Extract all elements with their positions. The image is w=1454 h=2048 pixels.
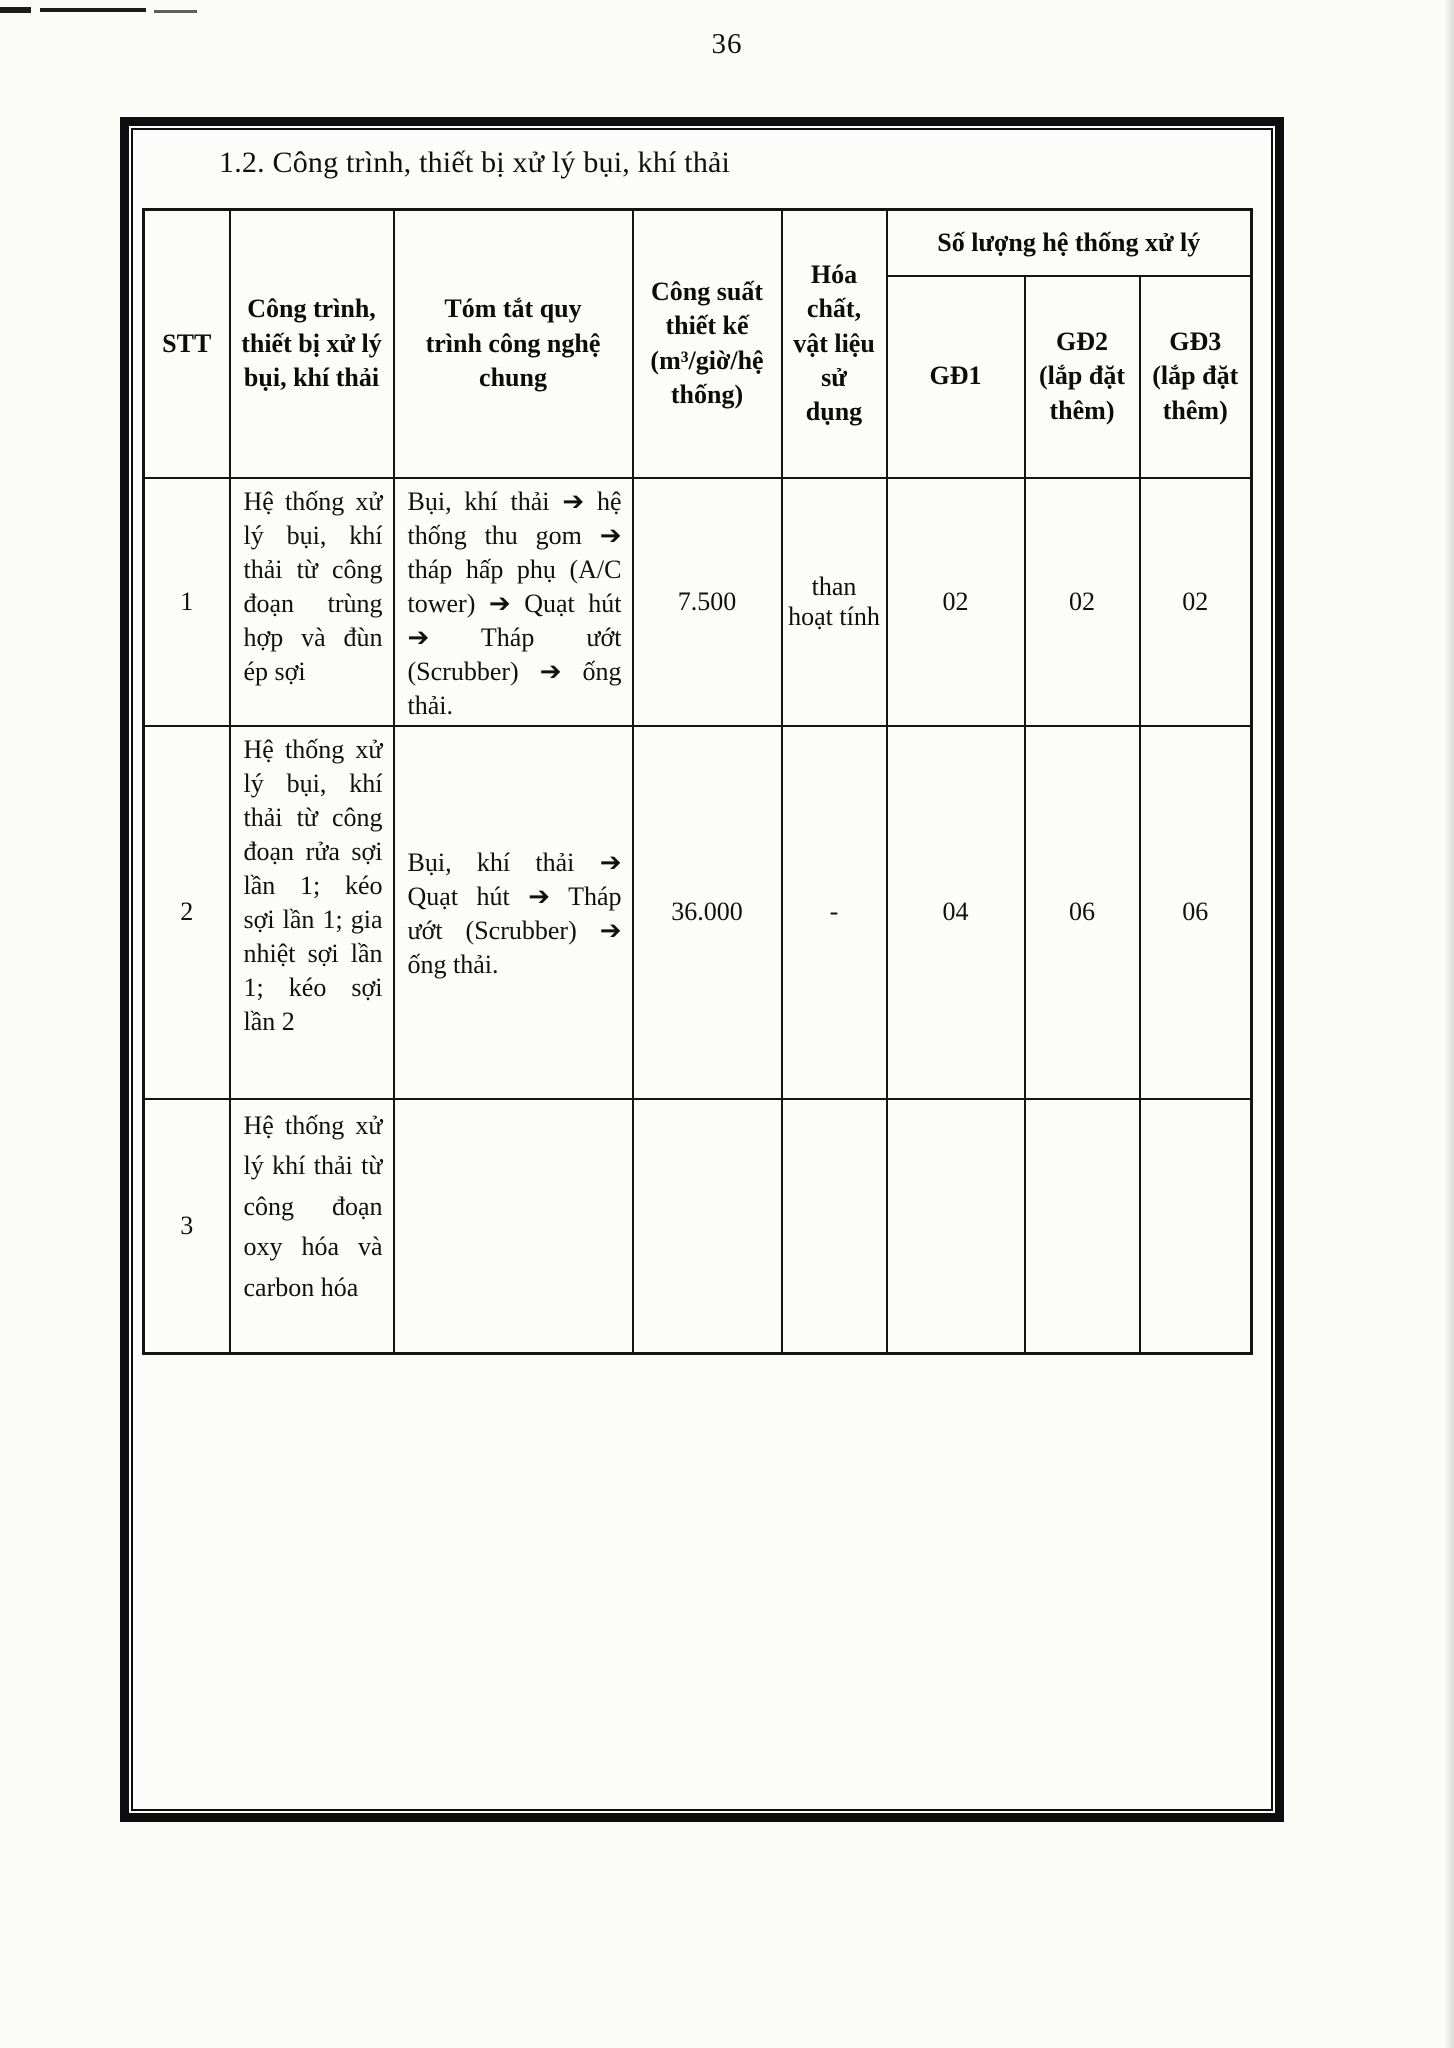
- header-cell-gd2: GĐ2 (lắp đặt thêm): [1025, 276, 1140, 478]
- scan-artifact-dash: [40, 8, 146, 12]
- cell-gd2: 06: [1025, 726, 1140, 1099]
- cell-facility: Hệ thống xử lý bụi, khí thải từ công đoạn rửa sợi lần 1; kéo sợi lần 1; gia nhiệt sợi lần 1; kéo sợi lần 2: [230, 726, 394, 1099]
- header-cell-gd1: GĐ1: [887, 276, 1025, 478]
- cell-gd1: [887, 1099, 1025, 1354]
- section-title: 1.2. Công trình, thiết bị xử lý bụi, khí thải: [219, 146, 731, 179]
- scan-artifact-dash: [0, 7, 31, 13]
- cell-capacity: 36.000: [633, 726, 782, 1099]
- cell-stt: 1: [144, 478, 230, 726]
- cell-facility: Hệ thống xử lý khí thải từ công đoạn oxy hóa và carbon hóa: [230, 1099, 394, 1354]
- cell-gd1: 04: [887, 726, 1025, 1099]
- treatment-systems-table: [142, 208, 1253, 1355]
- document-border-frame: [120, 117, 1284, 1822]
- table-row: [144, 726, 1252, 1099]
- cell-stt: 3: [144, 1099, 230, 1354]
- cell-process: Bụi, khí thải ➔ Quạt hút ➔ Tháp ướt (Scrubber) ➔ ống thải.: [394, 726, 633, 1099]
- header-row-top: [144, 210, 1252, 276]
- header-cell-capacity: Công suất thiết kế (m³/giờ/hệ thống): [633, 210, 782, 478]
- header-cell-process: Tóm tắt quy trình công nghệ chung: [394, 210, 633, 478]
- cell-capacity: [633, 1099, 782, 1354]
- header-cell-gd3: GĐ3 (lắp đặt thêm): [1140, 276, 1252, 478]
- header-cell-quantity-group: Số lượng hệ thống xử lý: [887, 210, 1252, 276]
- scan-artifact-dash: [154, 10, 197, 13]
- cell-gd3: 06: [1140, 726, 1252, 1099]
- header-cell-chemical: Hóa chất, vật liệu sử dụng: [782, 210, 887, 478]
- cell-chemical: than hoạt tính: [782, 478, 887, 726]
- cell-chemical: -: [782, 726, 887, 1099]
- header-cell-facility: Công trình, thiết bị xử lý bụi, khí thải: [230, 210, 394, 478]
- cell-stt: 2: [144, 726, 230, 1099]
- cell-gd2: [1025, 1099, 1140, 1354]
- cell-gd1: 02: [887, 478, 1025, 726]
- cell-process: [394, 1099, 633, 1354]
- cell-gd2: 02: [1025, 478, 1140, 726]
- scan-edge-shadow: [1444, 0, 1454, 2048]
- cell-process: Bụi, khí thải ➔ hệ thống thu gom ➔ tháp hấp phụ (A/C tower) ➔ Quạt hút ➔ Tháp ướt (Scrubber) ➔ ống thải.: [394, 478, 633, 726]
- table-row: [144, 1099, 1252, 1354]
- header-cell-stt: STT: [144, 210, 230, 478]
- cell-gd3: [1140, 1099, 1252, 1354]
- cell-facility: Hệ thống xử lý bụi, khí thải từ công đoạn trùng hợp và đùn ép sợi: [230, 478, 394, 726]
- page-number: 36: [711, 28, 743, 60]
- cell-chemical: [782, 1099, 887, 1354]
- cell-gd3: 02: [1140, 478, 1252, 726]
- table-row: [144, 478, 1252, 726]
- cell-capacity: 7.500: [633, 478, 782, 726]
